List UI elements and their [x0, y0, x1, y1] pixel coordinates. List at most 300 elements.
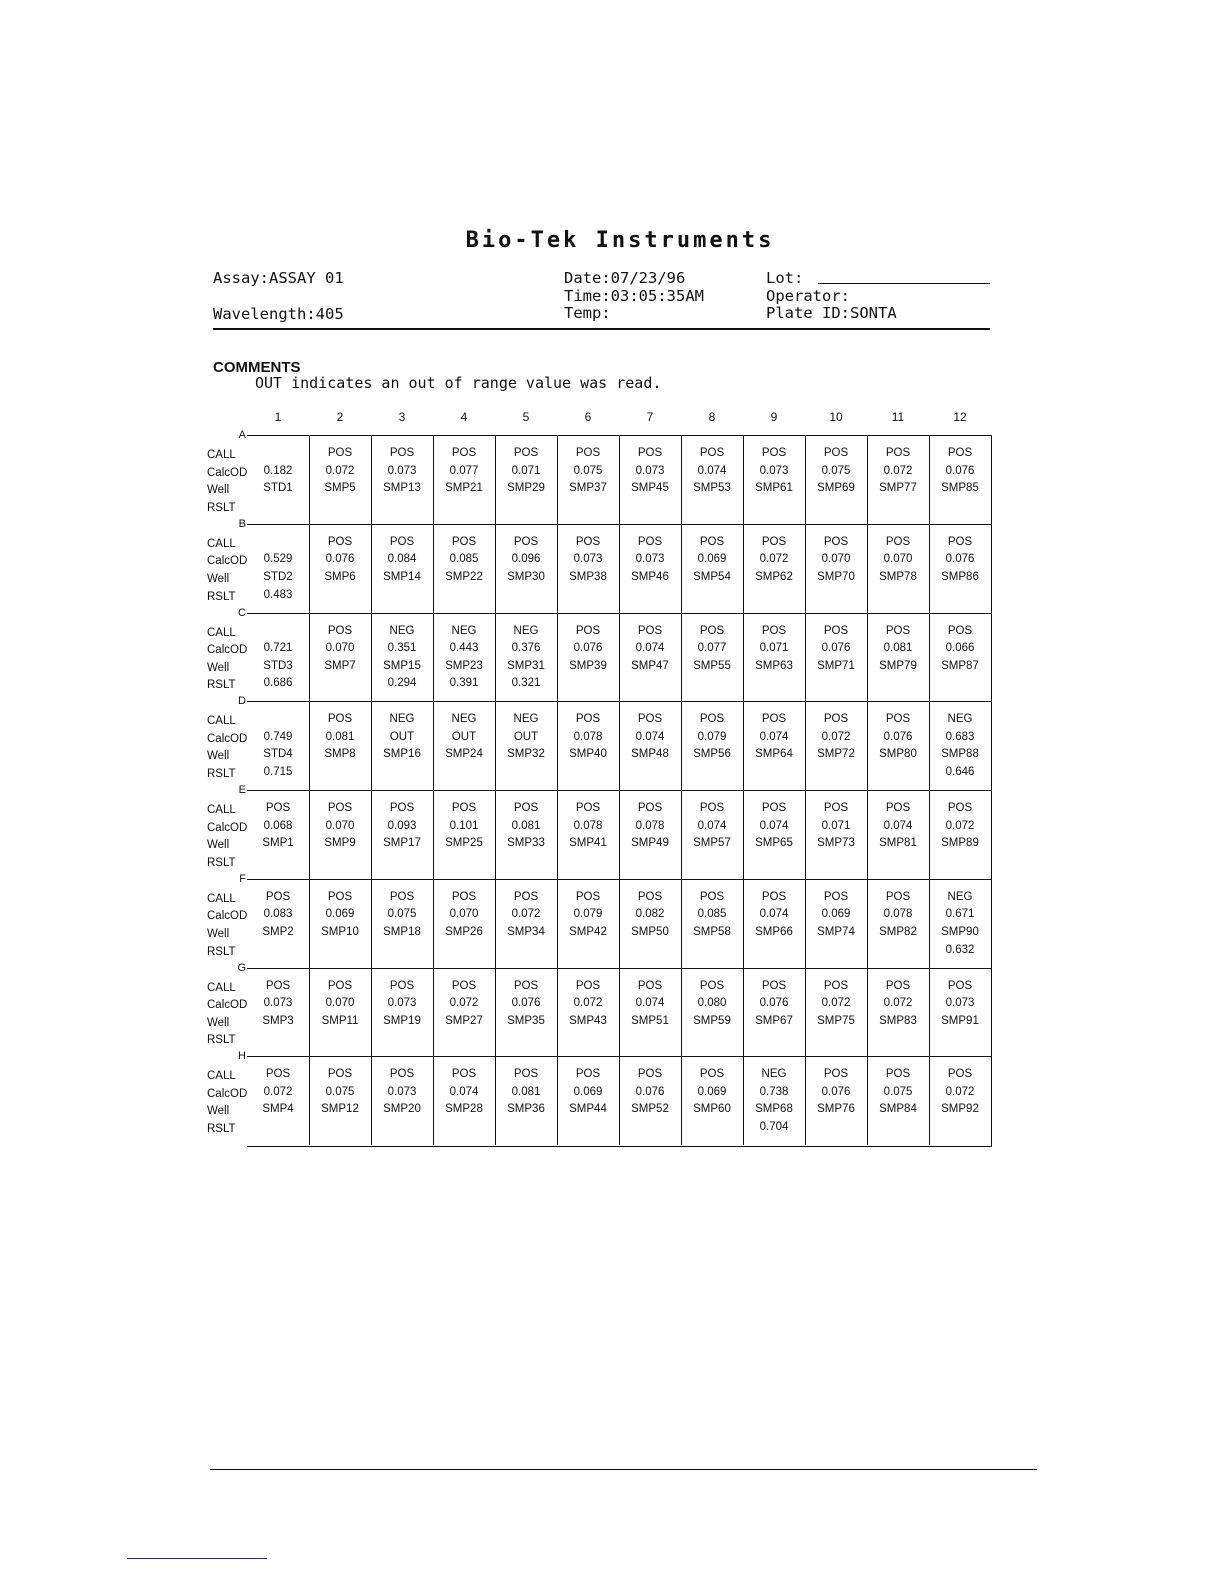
field-label: CALL	[207, 1070, 236, 1083]
well-id: SMP74	[817, 925, 855, 938]
call-value: POS	[947, 979, 973, 992]
call-value: POS	[513, 979, 539, 992]
field-label: Well	[207, 927, 230, 940]
calc-od-value: 0.070	[449, 908, 479, 921]
calc-od-value: 0.077	[449, 464, 479, 477]
calc-od-value: 0.081	[325, 730, 355, 743]
calc-od-value: OUT	[513, 730, 539, 743]
row-field-labels	[207, 536, 247, 606]
row-field-labels	[207, 980, 247, 1050]
result-value	[805, 853, 867, 871]
result-value	[619, 675, 681, 693]
column-number: 7	[646, 410, 654, 424]
well-cell	[743, 445, 805, 515]
well-cell	[309, 534, 371, 604]
well-id: SMP81	[879, 837, 917, 850]
calc-od-value: 0.083	[263, 908, 293, 921]
result-value	[495, 587, 557, 605]
well-cell	[681, 534, 743, 604]
well-id: SMP84	[879, 1103, 917, 1116]
result-value	[557, 1030, 619, 1048]
result-value	[433, 498, 495, 516]
call-value: POS	[389, 447, 415, 459]
call-value: NEG	[389, 624, 415, 637]
call-value: POS	[327, 890, 353, 903]
well-id: SMP53	[693, 482, 731, 495]
call-value: POS	[327, 1068, 353, 1081]
call-value: POS	[823, 447, 849, 459]
result-value: 0.483	[263, 588, 293, 601]
wavelength-label: Wavelength:405	[213, 305, 344, 323]
call-value: NEG	[947, 713, 973, 726]
calc-od-value: 0.076	[511, 997, 541, 1010]
calc-od-value: 0.069	[573, 1085, 603, 1098]
brand-title: Bio-Tek Instruments	[465, 228, 775, 253]
calc-od-value: 0.076	[325, 553, 355, 566]
result-value	[557, 675, 619, 693]
result-value	[929, 853, 991, 871]
result-value	[309, 498, 371, 516]
well-cell	[743, 623, 805, 693]
calc-od-value: 0.076	[573, 642, 603, 655]
field-label: CalcOD	[207, 821, 248, 834]
well-id: SMP59	[693, 1014, 731, 1027]
well-cell	[867, 623, 929, 693]
result-value	[557, 853, 619, 871]
well-cell	[371, 978, 433, 1048]
call-value: POS	[885, 890, 911, 903]
result-value: 0.391	[449, 677, 479, 690]
calc-od-value: 0.075	[325, 1085, 355, 1098]
result-value	[805, 764, 867, 782]
well-cell	[371, 1066, 433, 1136]
well-cell	[743, 534, 805, 604]
calc-od-value: 0.078	[635, 819, 665, 832]
result-value	[309, 942, 371, 960]
calc-od-value: 0.351	[387, 642, 417, 655]
well-id: SMP14	[383, 570, 421, 583]
well-cell	[247, 978, 309, 1048]
call-value: POS	[885, 802, 911, 814]
call-value: POS	[823, 890, 849, 903]
well-id: SMP92	[941, 1103, 979, 1116]
well-cell	[247, 800, 309, 870]
calc-od-value: 0.076	[635, 1085, 665, 1098]
well-id: SMP51	[631, 1014, 669, 1027]
field-label: Well	[207, 1016, 230, 1029]
call-value: POS	[575, 802, 601, 814]
call-value: POS	[761, 624, 787, 637]
well-cell	[805, 889, 867, 959]
row-divider	[247, 524, 991, 525]
result-value: 0.715	[263, 766, 293, 779]
well-cell	[433, 978, 495, 1048]
field-label: CalcOD	[207, 1087, 248, 1100]
well-cell	[867, 889, 929, 959]
result-value	[619, 764, 681, 782]
call-value: NEG	[513, 624, 539, 637]
field-label: Well	[207, 750, 230, 763]
calc-od-value: 0.074	[449, 1085, 479, 1098]
result-value	[371, 587, 433, 605]
well-cell	[681, 1066, 743, 1136]
well-cell	[681, 445, 743, 515]
call-value: POS	[575, 535, 601, 548]
call-value: POS	[451, 890, 477, 903]
well-id: SMP24	[445, 748, 483, 761]
comments-text: OUT indicates an out of range value was read.	[255, 374, 662, 392]
call-value: POS	[637, 802, 663, 814]
well-id: SMP13	[383, 482, 421, 495]
well-id: SMP2	[262, 925, 294, 938]
calc-od-value: 0.085	[697, 908, 727, 921]
well-cell	[247, 534, 309, 604]
well-id: STD2	[263, 570, 293, 583]
call-value: POS	[947, 802, 973, 814]
result-value	[805, 498, 867, 516]
result-value	[681, 764, 743, 782]
well-id: SMP64	[755, 748, 793, 761]
field-label: CalcOD	[207, 466, 248, 479]
field-label: CALL	[207, 449, 236, 461]
well-cell	[433, 711, 495, 781]
call-value: POS	[513, 890, 539, 903]
well-id: SMP16	[383, 748, 421, 761]
well-id: SMP37	[569, 482, 607, 495]
calc-od-value: 0.101	[449, 819, 479, 832]
plate-id-label: Plate ID:SONTA	[766, 304, 897, 322]
calc-od-value: 0.084	[387, 553, 417, 566]
row-divider	[247, 613, 991, 614]
calc-od-value: 0.069	[821, 908, 851, 921]
result-value	[867, 1119, 929, 1137]
well-cell	[433, 445, 495, 515]
well-id: SMP31	[507, 659, 545, 672]
well-cell	[557, 889, 619, 959]
well-cell	[557, 445, 619, 515]
result-value	[619, 1030, 681, 1048]
result-value	[495, 498, 557, 516]
well-id: SMP52	[631, 1103, 669, 1116]
result-value	[867, 1030, 929, 1048]
calc-od-value: 0.074	[635, 642, 665, 655]
result-value	[247, 498, 309, 516]
call-value: POS	[885, 1068, 911, 1081]
row-field-labels	[207, 1068, 247, 1138]
call-value: POS	[761, 979, 787, 992]
well-cell	[557, 1066, 619, 1136]
column-number: 8	[708, 410, 716, 424]
well-id: SMP12	[321, 1103, 359, 1116]
call-value: POS	[699, 802, 725, 814]
well-cell	[867, 711, 929, 781]
result-value	[681, 1119, 743, 1137]
well-cell	[247, 711, 309, 781]
result-value	[805, 942, 867, 960]
well-id: SMP87	[941, 659, 979, 672]
result-value: 0.321	[511, 677, 541, 690]
well-id: SMP35	[507, 1014, 545, 1027]
well-cell	[495, 445, 557, 515]
calc-od-value: 0.073	[573, 553, 603, 566]
result-value	[433, 764, 495, 782]
well-id: SMP28	[445, 1103, 483, 1116]
calc-od-value: 0.071	[511, 464, 541, 477]
call-value: POS	[327, 802, 353, 814]
field-label: Well	[207, 839, 230, 852]
calc-od-value: 0.073	[387, 997, 417, 1010]
result-value	[929, 675, 991, 693]
result-value	[309, 853, 371, 871]
well-cell	[247, 445, 309, 515]
well-id: SMP10	[321, 925, 359, 938]
calc-od-value: 0.074	[759, 908, 789, 921]
calc-od-value: 0.081	[883, 642, 913, 655]
call-value: NEG	[451, 624, 477, 637]
call-value: POS	[389, 535, 415, 548]
result-value	[495, 942, 557, 960]
well-id: SMP29	[507, 482, 545, 495]
result-value	[743, 675, 805, 693]
result-value	[371, 942, 433, 960]
well-cell	[805, 1066, 867, 1136]
calc-od-value: OUT	[451, 730, 477, 743]
call-value: POS	[575, 624, 601, 637]
well-cell	[247, 1066, 309, 1136]
well-id: SMP20	[383, 1103, 421, 1116]
well-cell	[929, 889, 991, 959]
well-id: SMP27	[445, 1014, 483, 1027]
call-value: POS	[885, 979, 911, 992]
calc-od-value: OUT	[389, 730, 415, 743]
call-value	[247, 445, 309, 463]
row-divider	[247, 701, 991, 702]
calc-od-value: 0.080	[697, 997, 727, 1010]
well-cell	[805, 800, 867, 870]
result-value	[867, 942, 929, 960]
call-value: POS	[637, 624, 663, 637]
assay-label: Assay:ASSAY 01	[213, 269, 344, 287]
row-field-labels	[207, 713, 247, 783]
result-value	[309, 1030, 371, 1048]
calc-od-value: 0.443	[449, 642, 479, 655]
well-id: SMP48	[631, 748, 669, 761]
well-id: SMP58	[693, 925, 731, 938]
well-cell	[557, 978, 619, 1048]
well-id: SMP17	[383, 837, 421, 850]
well-id: SMP21	[445, 482, 483, 495]
well-cell	[867, 1066, 929, 1136]
well-cell	[929, 445, 991, 515]
calc-od-value: 0.072	[945, 819, 975, 832]
well-cell	[929, 1066, 991, 1136]
result-value	[495, 1030, 557, 1048]
well-cell	[619, 1066, 681, 1136]
result-value	[805, 675, 867, 693]
well-id: SMP57	[693, 837, 731, 850]
calc-od-value: 0.072	[945, 1085, 975, 1098]
well-cell	[619, 800, 681, 870]
result-value	[867, 587, 929, 605]
call-value: POS	[451, 979, 477, 992]
well-id: SMP40	[569, 748, 607, 761]
calc-od-value: 0.078	[883, 908, 913, 921]
well-cell	[867, 534, 929, 604]
well-cell	[743, 711, 805, 781]
well-id: SMP69	[817, 482, 855, 495]
call-value	[247, 534, 309, 552]
well-id: SMP38	[569, 570, 607, 583]
field-label: CALL	[207, 804, 236, 816]
result-value	[805, 587, 867, 605]
result-value	[929, 1030, 991, 1048]
result-value	[805, 1119, 867, 1137]
call-value: POS	[513, 447, 539, 459]
well-id: SMP32	[507, 748, 545, 761]
call-value: POS	[637, 1068, 663, 1081]
column-number: 9	[770, 410, 778, 424]
calc-od-value: 0.073	[387, 1085, 417, 1098]
well-id: SMP82	[879, 925, 917, 938]
result-value	[371, 1119, 433, 1137]
calc-od-value: 0.070	[325, 642, 355, 655]
well-id: SMP25	[445, 837, 483, 850]
result-value	[805, 1030, 867, 1048]
call-value: POS	[265, 802, 291, 814]
field-label: RSLT	[207, 1034, 236, 1047]
well-id: SMP18	[383, 925, 421, 938]
field-label: CalcOD	[207, 555, 248, 568]
call-value: POS	[761, 535, 787, 548]
calc-od-value: 0.182	[263, 464, 293, 477]
result-value	[309, 764, 371, 782]
result-value	[557, 498, 619, 516]
call-value: POS	[451, 535, 477, 548]
well-cell	[495, 623, 557, 693]
well-id: SMP5	[324, 482, 356, 495]
calc-od-value: 0.529	[263, 553, 293, 566]
well-cell	[433, 889, 495, 959]
call-value: POS	[327, 535, 353, 548]
calc-od-value: 0.069	[697, 1085, 727, 1098]
well-id: SMP85	[941, 482, 979, 495]
calc-od-value: 0.070	[325, 819, 355, 832]
calc-od-value: 0.072	[759, 553, 789, 566]
well-id: SMP45	[631, 482, 669, 495]
column-number: 11	[891, 410, 905, 424]
call-value: POS	[947, 535, 973, 548]
well-cell	[929, 711, 991, 781]
well-id: SMP61	[755, 482, 793, 495]
well-cell	[495, 711, 557, 781]
result-value	[247, 1119, 309, 1137]
well-id: SMP22	[445, 570, 483, 583]
calc-od-value: 0.073	[635, 553, 665, 566]
well-id: SMP30	[507, 570, 545, 583]
call-value: POS	[699, 713, 725, 726]
calc-od-value: 0.738	[759, 1085, 789, 1098]
field-label: RSLT	[207, 945, 236, 958]
result-value	[433, 1030, 495, 1048]
result-value	[247, 853, 309, 871]
result-value	[619, 587, 681, 605]
well-cell	[619, 978, 681, 1048]
result-value	[619, 498, 681, 516]
well-id: SMP43	[569, 1014, 607, 1027]
calc-od-value: 0.068	[263, 819, 293, 832]
result-value	[681, 675, 743, 693]
calc-od-value: 0.071	[759, 642, 789, 655]
result-value	[867, 764, 929, 782]
well-cell	[619, 889, 681, 959]
call-value: POS	[575, 890, 601, 903]
well-cell	[371, 889, 433, 959]
field-label: Well	[207, 484, 230, 497]
well-cell	[743, 978, 805, 1048]
result-value	[495, 853, 557, 871]
result-value	[433, 1119, 495, 1137]
call-value: POS	[637, 979, 663, 992]
result-value	[743, 498, 805, 516]
calc-od-value: 0.076	[945, 464, 975, 477]
well-cell	[929, 800, 991, 870]
well-id: SMP47	[631, 659, 669, 672]
result-value	[681, 942, 743, 960]
field-label: RSLT	[207, 590, 236, 603]
result-value	[681, 1030, 743, 1048]
field-label: CalcOD	[207, 732, 248, 745]
calc-od-value: 0.066	[945, 642, 975, 655]
row-letter: H	[238, 1050, 246, 1063]
calc-od-value: 0.077	[697, 642, 727, 655]
call-value: NEG	[513, 713, 539, 726]
call-value: POS	[699, 890, 725, 903]
well-id: SMP7	[324, 659, 356, 672]
call-value: POS	[699, 535, 725, 548]
call-value: POS	[451, 1068, 477, 1081]
calc-od-value: 0.074	[883, 819, 913, 832]
row-divider	[247, 1056, 991, 1057]
call-value: POS	[637, 890, 663, 903]
well-id: SMP68	[755, 1103, 793, 1116]
well-id: SMP34	[507, 925, 545, 938]
result-value	[495, 1119, 557, 1137]
result-value	[743, 853, 805, 871]
call-value: POS	[823, 713, 849, 726]
calc-od-value: 0.072	[325, 464, 355, 477]
well-id: SMP78	[879, 570, 917, 583]
call-value: POS	[265, 1068, 291, 1081]
call-value: POS	[389, 1068, 415, 1081]
well-cell	[929, 534, 991, 604]
calc-od-value: 0.081	[511, 1085, 541, 1098]
call-value: POS	[389, 890, 415, 903]
call-value: POS	[885, 713, 911, 726]
call-value: POS	[947, 447, 973, 459]
calc-od-value: 0.749	[263, 730, 293, 743]
calc-od-value: 0.070	[883, 553, 913, 566]
well-id: SMP56	[693, 748, 731, 761]
field-label: RSLT	[207, 856, 236, 869]
field-label: CalcOD	[207, 910, 248, 923]
calc-od-value: 0.073	[263, 997, 293, 1010]
calc-od-value: 0.072	[883, 997, 913, 1010]
well-cell	[805, 534, 867, 604]
call-value: POS	[637, 535, 663, 548]
well-id: SMP79	[879, 659, 917, 672]
result-value	[619, 1119, 681, 1137]
well-id: SMP50	[631, 925, 669, 938]
